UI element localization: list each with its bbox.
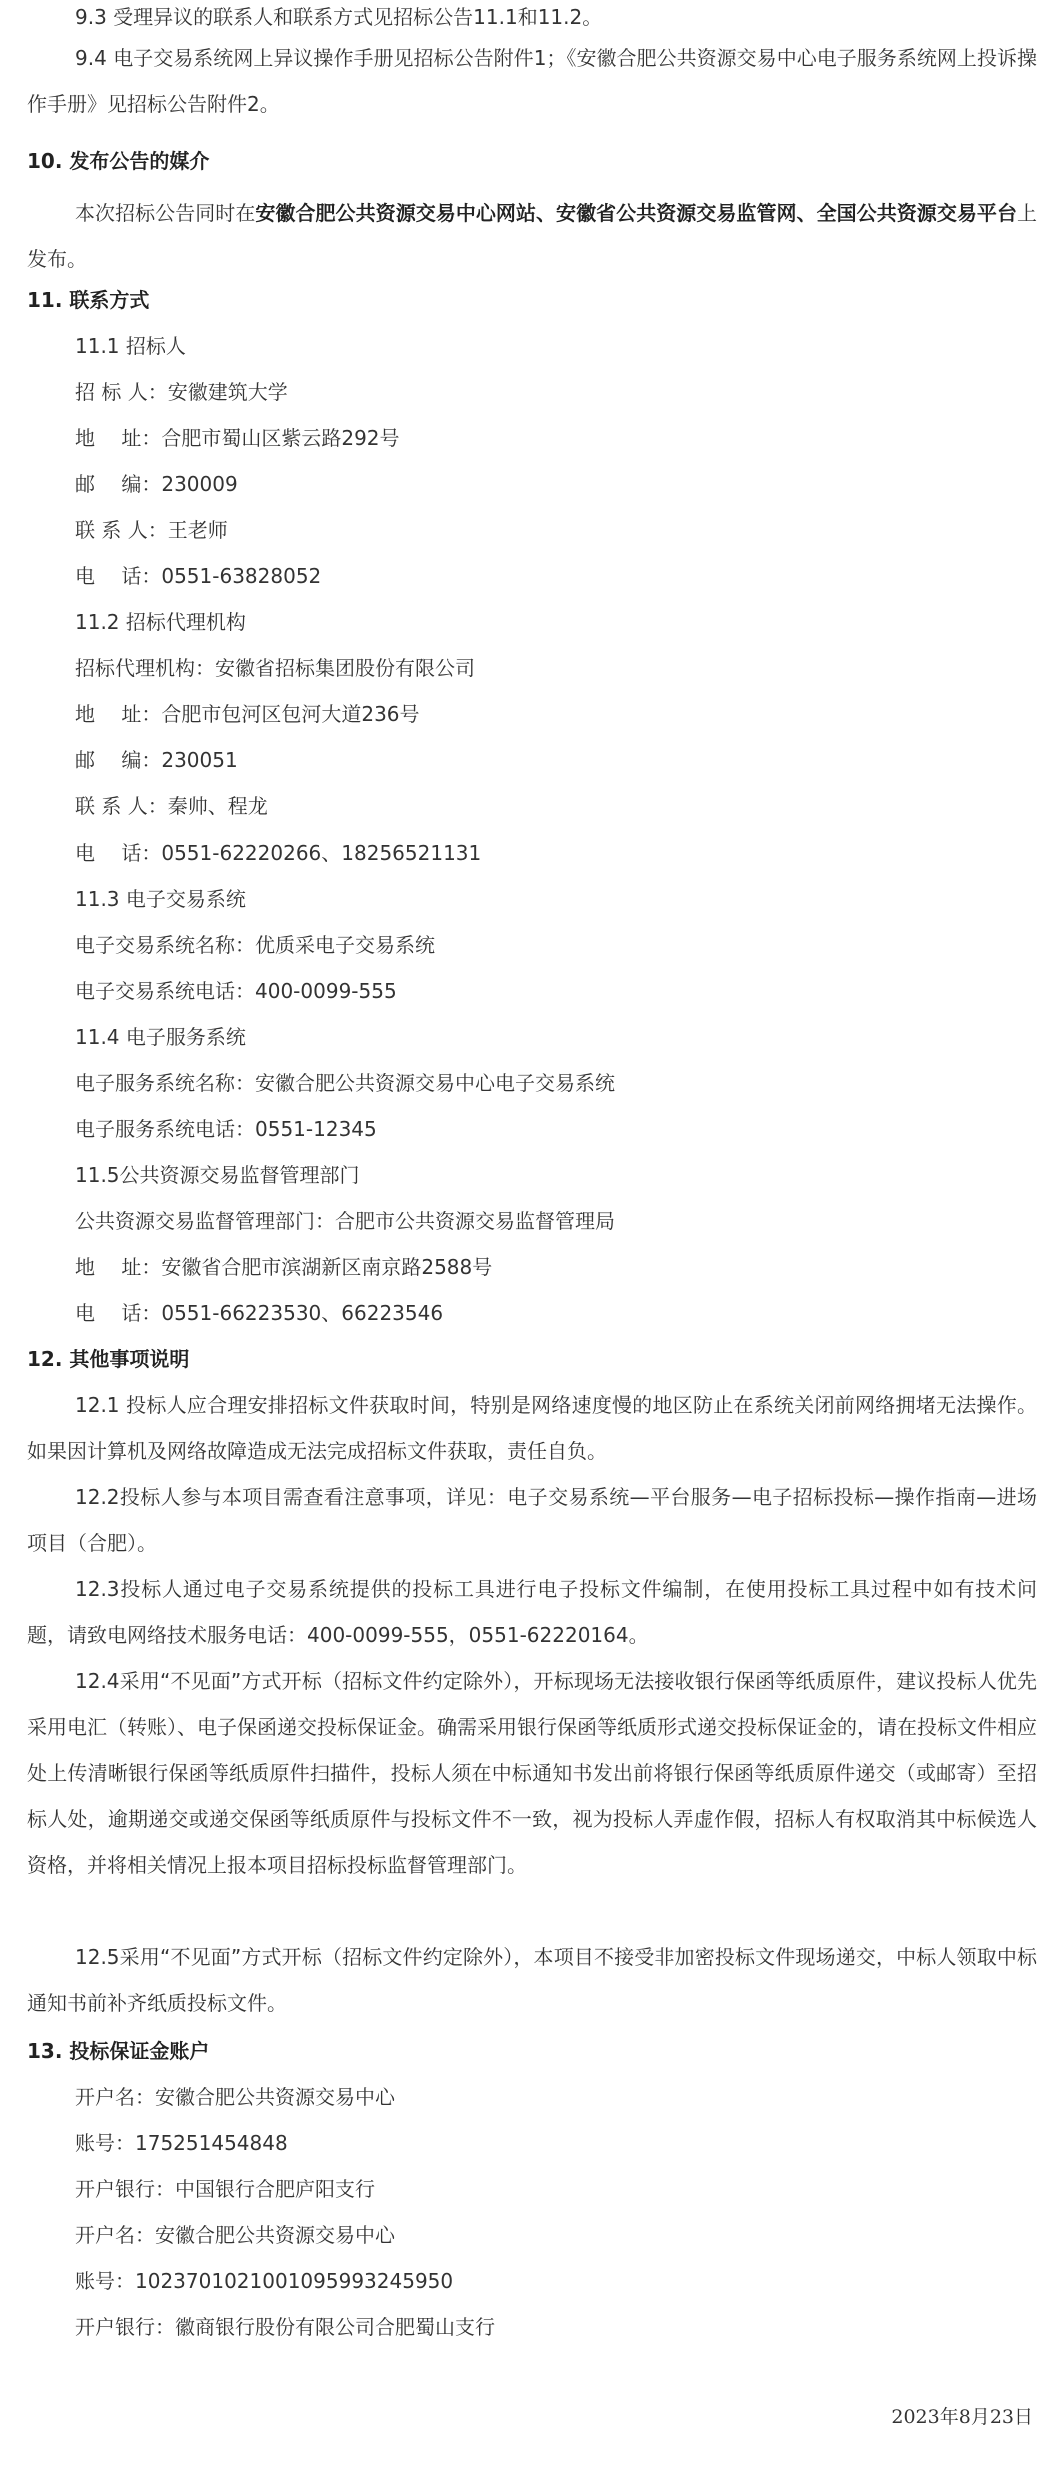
- subsection-11-4: 11.4 电子服务系统: [75, 1025, 246, 1049]
- account-1-number: 账号：175251454848: [75, 2131, 288, 2155]
- supervision-dept-phone: 电 话：0551-66223530、66223546: [75, 1301, 444, 1325]
- section-10-title: 10. 发布公告的媒介: [27, 149, 210, 173]
- account-2-bank: 开户银行：徽商银行股份有限公司合肥蜀山支行: [75, 2315, 495, 2339]
- clause-10-media: 安徽合肥公共资源交易中心网站、安徽省公共资源交易监管网、全国公共资源交易平台: [255, 201, 1018, 225]
- agency-address: 地 址：合肥市包河区包河大道236号: [75, 702, 420, 726]
- clause-10-post: 上发布。: [27, 201, 1038, 271]
- agency-phone: 电 话：0551-62220266、18256521131: [75, 841, 482, 865]
- clause-10-body: [27, 190, 1037, 282]
- service-system-phone: 电子服务系统电话：0551-12345: [75, 1117, 377, 1141]
- clause-9-4: 9.4 电子交易系统网上异议操作手册见招标公告附件1；《安徽合肥公共资源交易中心电子服务系统网上投诉操作手册》见招标公告附件2。: [27, 46, 1037, 116]
- service-system-name: 电子服务系统名称：安徽合肥公共资源交易中心电子交易系统: [75, 1071, 615, 1095]
- account-1-bank: 开户银行：中国银行合肥庐阳支行: [75, 2177, 375, 2201]
- section-13-title: 13. 投标保证金账户: [27, 2039, 210, 2063]
- section-12-title: 12. 其他事项说明: [27, 1347, 190, 1371]
- agency-contact: 联 系 人：秦帅、程龙: [75, 794, 268, 818]
- trading-system-name: 电子交易系统名称：优质采电子交易系统: [75, 933, 435, 957]
- tenderer-name: 招 标 人：安徽建筑大学: [75, 380, 288, 404]
- agency-postcode: 邮 编：230051: [75, 748, 238, 772]
- clause-12-4: 12.4采用“不见面”方式开标（招标文件约定除外），开标现场无法接收银行保函等纸质原件，建议投标人优先采用电汇（转账）、电子保函递交投标保证金。确需采用银行保函等纸质形式递交投标保证金的，请在投标文件相应处上传清晰银行保函等纸质原件扫描件，投标人须在中标通知书发出前将银行保函等纸质原件递交（或邮寄）至招标人处，逾期递交或递交保函等纸质原件与投标文件不一致，视为投标人弄虚作假，招标人有权取消其中标候选人资格，并将相关情况上报本项目招标投标监督管理部门。: [27, 1669, 1037, 1877]
- account-1-holder: 开户名：安徽合肥公共资源交易中心: [75, 2085, 395, 2109]
- account-2-number: 账号：102370102100109599324595​0: [75, 2269, 454, 2293]
- trading-system-phone: 电子交易系统电话：400-0099-555: [75, 979, 397, 1003]
- clause-12-3: 12.3投标人通过电子交易系统提供的投标工具进行电子投标文件编制，在使用投标工具过程中如有技术问题，请致电网络技术服务电话：400-0099-555，0551-62220164。: [27, 1577, 1037, 1647]
- subsection-11-3: 11.3 电子交易系统: [75, 887, 246, 911]
- clause-10-pre: 本次招标公告同时在: [75, 201, 256, 225]
- agency-name: 招标代理机构：安徽省招标集团股份有限公司: [75, 656, 475, 680]
- announcement-date: 2023年8月23日: [891, 2406, 1033, 2428]
- tenderer-phone: 电 话：0551-63828052: [75, 564, 322, 588]
- tenderer-address: 地 址：合肥市蜀山区紫云路292号: [75, 426, 400, 450]
- clause-12-1: 12.1 投标人应合理安排招标文件获取时间，特别是网络速度慢的地区防止在系统关闭前网络拥堵无法操作。如果因计算机及网络故障造成无法完成招标文件获取，责任自负。: [27, 1393, 1037, 1463]
- subsection-11-5: 11.5公共资源交易监督管理部门: [75, 1163, 360, 1187]
- section-11-title: 11. 联系方式: [27, 288, 150, 312]
- clause-12-2: 12.2投标人参与本项目需查看注意事项，详见：电子交易系统—平台服务—电子招标投标—操作指南—进场项目（合肥）。: [27, 1485, 1037, 1555]
- tenderer-postcode: 邮 编：230009: [75, 472, 238, 496]
- supervision-dept-name: 公共资源交易监督管理部门：合肥市公共资源交易监督管理局: [75, 1209, 615, 1233]
- clause-12-5: 12.5采用“不见面”方式开标（招标文件约定除外），本项目不接受非加密投标文件现场递交，中标人领取中标通知书前补齐纸质投标文件。: [27, 1945, 1037, 2015]
- subsection-11-2: 11.2 招标代理机构: [75, 610, 246, 634]
- tenderer-contact: 联 系 人：王老师: [75, 518, 228, 542]
- account-2-holder: 开户名：安徽合肥公共资源交易中心: [75, 2223, 395, 2247]
- clause-9-3: 9.3 受理异议的联系人和联系方式见招标公告11.1和11.2。: [75, 5, 603, 29]
- subsection-11-1: 11.1 招标人: [75, 334, 186, 358]
- supervision-dept-address: 地 址：安徽省合肥市滨湖新区南京路2588号: [75, 1255, 493, 1279]
